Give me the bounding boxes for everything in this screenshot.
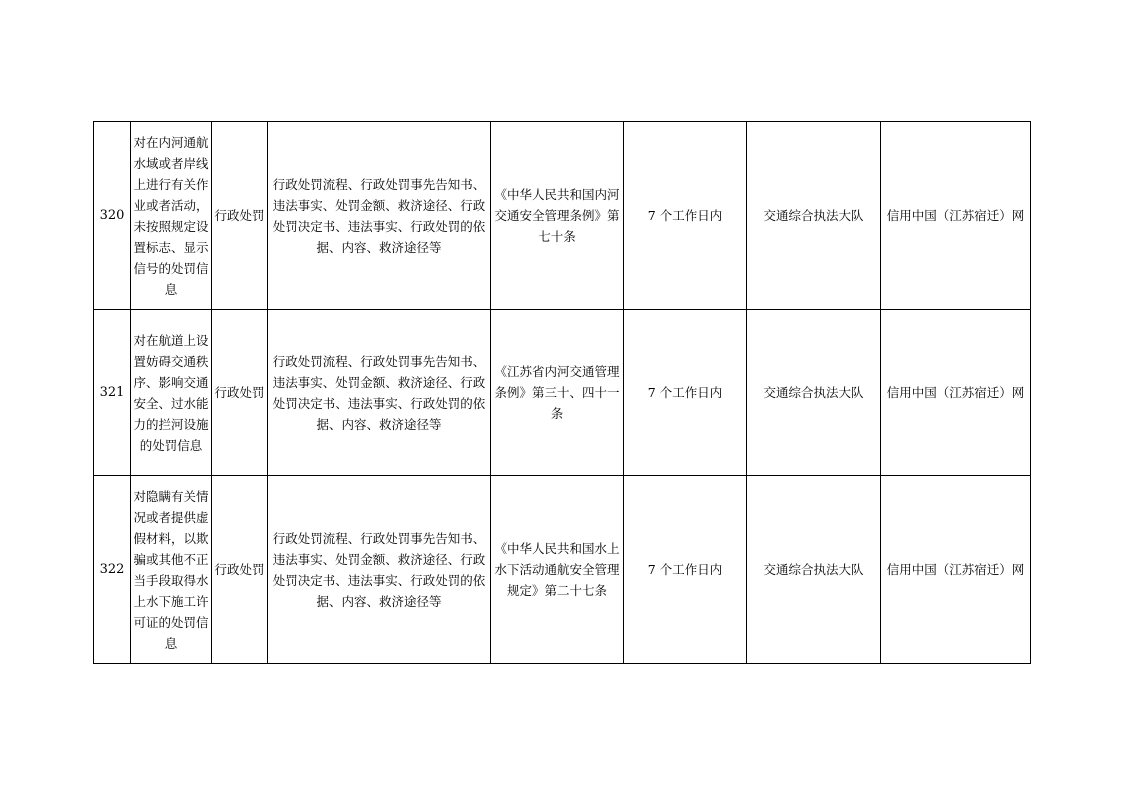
item-category: 行政处罚 bbox=[212, 122, 268, 310]
disclosure-deadline: 7 个工作日内 bbox=[624, 122, 747, 310]
item-subject: 对在航道上设置妨碍交通秩序、影响交通安全、过水能力的拦河设施的处罚信息 bbox=[131, 310, 212, 476]
item-subject: 对隐瞒有关情况或者提供虚假材料，以欺骗或其他不正当手段取得水上水下施工许可证的处罚信息 bbox=[131, 476, 212, 664]
item-category: 行政处罚 bbox=[212, 476, 268, 664]
disclosure-content: 行政处罚流程、行政处罚事先告知书、违法事实、处罚金额、救济途径、行政处罚决定书、违法事实、行政处罚的依据、内容、救济途径等 bbox=[268, 476, 491, 664]
item-subject: 对在内河通航水域或者岸线上进行有关作业或者活动，未按照规定设置标志、显示信号的处罚信息 bbox=[131, 122, 212, 310]
responsible-agency: 交通综合执法大队 bbox=[747, 122, 881, 310]
legal-basis: 《中华人民共和国水上水下活动通航安全管理规定》第二十七条 bbox=[491, 476, 624, 664]
disclosure-deadline: 7 个工作日内 bbox=[624, 476, 747, 664]
disclosure-content: 行政处罚流程、行政处罚事先告知书、违法事实、处罚金额、救济途径、行政处罚决定书、违法事实、行政处罚的依据、内容、救济途径等 bbox=[268, 122, 491, 310]
table-row bbox=[94, 476, 1031, 664]
disclosure-channel: 信用中国（江苏宿迁）网 bbox=[881, 122, 1031, 310]
disclosure-content: 行政处罚流程、行政处罚事先告知书、违法事实、处罚金额、救济途径、行政处罚决定书、违法事实、行政处罚的依据、内容、救济途径等 bbox=[268, 310, 491, 476]
responsible-agency: 交通综合执法大队 bbox=[747, 310, 881, 476]
row-number: 322 bbox=[94, 476, 131, 664]
legal-basis: 《中华人民共和国内河交通安全管理条例》第七十条 bbox=[491, 122, 624, 310]
table-row bbox=[94, 122, 1031, 310]
responsible-agency: 交通综合执法大队 bbox=[747, 476, 881, 664]
disclosure-channel: 信用中国（江苏宿迁）网 bbox=[881, 476, 1031, 664]
row-number: 321 bbox=[94, 310, 131, 476]
legal-basis: 《江苏省内河交通管理条例》第三十、四十一条 bbox=[491, 310, 624, 476]
item-category: 行政处罚 bbox=[212, 310, 268, 476]
disclosure-table bbox=[93, 121, 1031, 664]
disclosure-channel: 信用中国（江苏宿迁）网 bbox=[881, 310, 1031, 476]
disclosure-deadline: 7 个工作日内 bbox=[624, 310, 747, 476]
row-number: 320 bbox=[94, 122, 131, 310]
table-row bbox=[94, 310, 1031, 476]
